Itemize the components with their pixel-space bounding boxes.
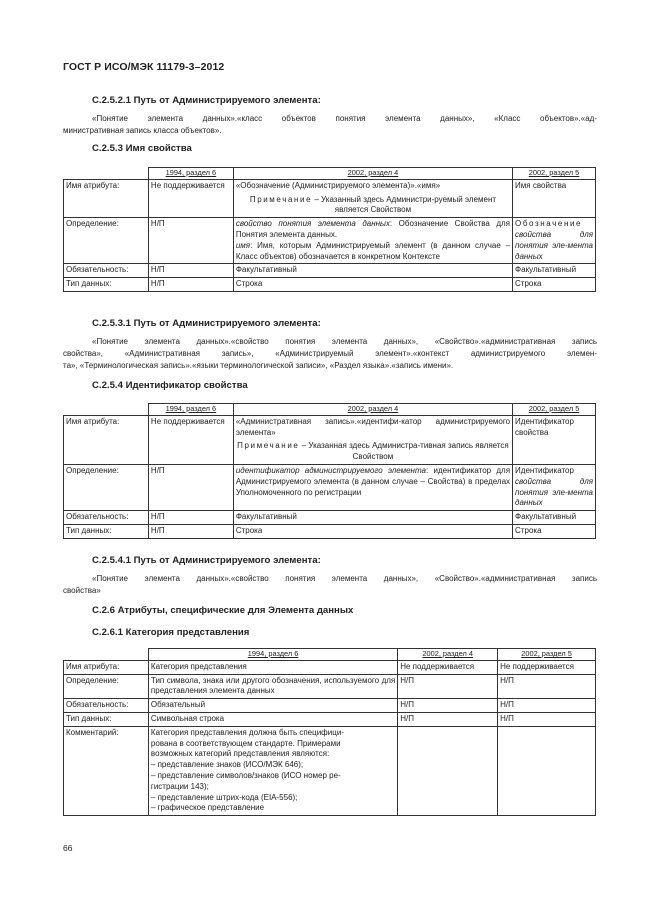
table-cell: Н/П bbox=[498, 699, 596, 713]
table-row bbox=[64, 464, 596, 510]
comment-line: – представление символов/знаков (ИСО номер ре- bbox=[150, 770, 341, 780]
comment-line: – графическое представление bbox=[150, 803, 265, 813]
row-label: Комментарий: bbox=[64, 726, 149, 815]
cell-text: Идентификатор bbox=[515, 465, 574, 475]
table-cell: Н/П bbox=[498, 674, 596, 699]
paragraph-line: «Понятие элемента данных».«свойство понятия элемента данных», «Свойство».«административная запись bbox=[92, 574, 597, 583]
table-row bbox=[64, 415, 596, 464]
comment-line: гистрации 143); bbox=[150, 781, 209, 791]
comment-line: Категория представления должна быть специфици- bbox=[150, 727, 344, 737]
comment-line: рована в соответствующем стандарте. Примерами bbox=[150, 738, 341, 748]
row-label: Определение: bbox=[64, 674, 149, 699]
cell-text: : идентификатор для Администрируемого элемента (в данном случае – Свойства) в пределах Уполномоченного по регистрации bbox=[235, 465, 511, 497]
row-label: Тип данных: bbox=[64, 712, 149, 726]
section-heading-c2521: C.2.5.2.1 Путь от Администрируемого элемента: bbox=[92, 95, 321, 106]
table-cell bbox=[233, 464, 512, 510]
table-cell: Н/П bbox=[398, 712, 498, 726]
table-cell bbox=[498, 726, 596, 815]
term-italic: идентификатор администрируемого элемента bbox=[235, 465, 426, 475]
table-cell: Строка bbox=[233, 278, 512, 292]
table-row bbox=[64, 264, 596, 278]
table-cell: Н/П bbox=[148, 464, 233, 510]
column-header: 2002, раздел 5 bbox=[513, 168, 596, 180]
table-cell: Н/П bbox=[148, 511, 233, 525]
row-label: Тип данных: bbox=[64, 278, 149, 292]
column-header: 2002, раздел 5 bbox=[498, 649, 596, 661]
section-heading-c2531: C.2.5.3.1 Путь от Администрируемого элемента: bbox=[92, 318, 321, 329]
table-header-row bbox=[64, 404, 596, 416]
paragraph-line: «Понятие элемента данных».«класс объектов понятия элемента данных», «Класс объектов».«ад- bbox=[92, 114, 597, 123]
table-cell: Н/П bbox=[398, 674, 498, 699]
table-corner-cell bbox=[64, 168, 149, 180]
table-row bbox=[64, 699, 596, 713]
comment-line: – представление штрих-кода (EIA-556); bbox=[150, 792, 298, 802]
table-cell: Н/П bbox=[148, 524, 233, 538]
table-cell: Категория представления bbox=[148, 660, 397, 674]
cell-text: Обозначение bbox=[515, 219, 583, 229]
row-label: Обязательность: bbox=[64, 699, 149, 713]
table-row bbox=[64, 179, 596, 217]
paragraph-line: свойства» bbox=[63, 586, 101, 595]
note-text: – Указанный здесь Администри-руемый элемент является Свойством bbox=[312, 194, 497, 215]
table-cell bbox=[233, 415, 512, 464]
row-label: Имя атрибута: bbox=[64, 415, 149, 464]
table-cell: Факультативный bbox=[513, 264, 596, 278]
table-row bbox=[64, 674, 596, 699]
table-cell: Идентификатор свойства bbox=[513, 415, 596, 464]
table-cell: Строка bbox=[513, 524, 596, 538]
paragraph-line: свойства», «Административная запись», «Администрируемый элемент».«контекст администрируемого элемен- bbox=[63, 349, 597, 358]
row-label: Определение: bbox=[64, 464, 149, 510]
column-header: 2002, раздел 5 bbox=[513, 404, 596, 416]
term-italic: свойства для понятия эле-мента данных bbox=[515, 229, 593, 261]
table-cell: Не поддерживается bbox=[498, 660, 596, 674]
table-cell: Не поддерживается bbox=[398, 660, 498, 674]
table-cell bbox=[148, 726, 397, 815]
term-italic: свойства для понятия эле-мента данных bbox=[515, 476, 593, 508]
note-prefix: Примечание bbox=[237, 441, 300, 451]
table-cell: Обязательный bbox=[148, 699, 397, 713]
table-cell bbox=[398, 726, 498, 815]
section-heading-c2541: C.2.5.4.1 Путь от Администрируемого элемента: bbox=[92, 555, 321, 566]
comment-line: – представление знаков (ИСО/МЭК 646); bbox=[150, 760, 304, 770]
table-row bbox=[64, 278, 596, 292]
table-corner-cell bbox=[64, 404, 149, 416]
section-heading-c254: C.2.5.4 Идентификатор свойства bbox=[92, 380, 248, 391]
table-cell: Не поддерживается bbox=[148, 179, 233, 217]
table-row bbox=[64, 726, 596, 815]
table-cell: Н/П bbox=[498, 712, 596, 726]
table-cell bbox=[233, 218, 512, 264]
table-cell: Н/П bbox=[148, 218, 233, 264]
table-note bbox=[236, 195, 510, 217]
column-header: 2002, раздел 4 bbox=[398, 649, 498, 661]
table-cell: Н/П bbox=[398, 699, 498, 713]
table-header-row bbox=[64, 649, 596, 661]
section-heading-c253: C.2.5.3 Имя свойства bbox=[92, 143, 192, 154]
row-label: Обязательность: bbox=[64, 511, 149, 525]
document-header: ГОСТ Р ИСО/МЭК 11179-3–2012 bbox=[63, 61, 225, 73]
property-name-table bbox=[63, 167, 596, 292]
table-cell: Имя свойства bbox=[513, 179, 596, 217]
representation-category-table bbox=[63, 648, 596, 816]
table-cell: Факультативный bbox=[513, 511, 596, 525]
table-cell: Символьная строка bbox=[148, 712, 397, 726]
property-identifier-table bbox=[63, 403, 596, 539]
table-cell bbox=[513, 464, 596, 510]
page-number: 66 bbox=[63, 843, 73, 853]
table-row bbox=[64, 712, 596, 726]
table-cell: Н/П bbox=[148, 278, 233, 292]
table-row bbox=[64, 511, 596, 525]
column-header: 2002, раздел 4 bbox=[233, 168, 512, 180]
column-header: 2002, раздел 4 bbox=[233, 404, 512, 416]
paragraph-line: та», «Терминологическая запись».«языки терминологической записи», «Раздел языка».«запись имени». bbox=[63, 361, 454, 370]
table-cell: Н/П bbox=[148, 264, 233, 278]
row-label: Имя атрибута: bbox=[64, 179, 149, 217]
table-cell: Факультативный bbox=[233, 264, 512, 278]
comment-line: возможных категорий представления являются: bbox=[150, 749, 330, 759]
term-italic: имя bbox=[235, 240, 251, 250]
term-italic: свойство понятия элемента данных bbox=[235, 219, 390, 229]
table-row bbox=[64, 660, 596, 674]
cell-text: «Административная запись».«идентифи-катор администрируемого элемента» bbox=[235, 416, 511, 437]
table-corner-cell bbox=[64, 649, 149, 661]
paragraph-line: «Понятие элемента данных».«свойство понятия элемента данных», «Свойство».«административная запись bbox=[92, 337, 597, 346]
row-label: Имя атрибута: bbox=[64, 660, 149, 674]
table-cell bbox=[513, 218, 596, 264]
table-cell: Тип символа, знака или другого обозначения, используемого для представления элемента данных bbox=[148, 674, 397, 699]
cell-text: : Имя, которым Администрируемый элемент (в данном случае – Класс объектов) обозначается в конкретном Контексте bbox=[235, 240, 511, 261]
column-header: 1994, раздел 6 bbox=[148, 649, 397, 661]
table-note bbox=[236, 441, 510, 463]
section-heading-c261: C.2.6.1 Категория представления bbox=[92, 627, 250, 638]
column-header: 1994, раздел 6 bbox=[148, 404, 233, 416]
row-label: Определение: bbox=[64, 218, 149, 264]
table-cell: Строка bbox=[233, 524, 512, 538]
table-cell: Строка bbox=[513, 278, 596, 292]
table-row bbox=[64, 524, 596, 538]
section-heading-c26: C.2.6 Атрибуты, специфические для Элемента данных bbox=[92, 605, 354, 616]
row-label: Обязательность: bbox=[64, 264, 149, 278]
table-header-row bbox=[64, 168, 596, 180]
row-label: Тип данных: bbox=[64, 524, 149, 538]
cell-text: : Обозначение Свойства для Понятия элемента данных. bbox=[235, 219, 511, 239]
table-cell: Факультативный bbox=[233, 511, 512, 525]
note-text: – Указанная здесь Администра-тивная запись является Свойством bbox=[299, 441, 509, 462]
table-cell bbox=[233, 179, 512, 217]
note-prefix: Примечание bbox=[249, 194, 313, 204]
cell-text: «Обозначение (Администрируемого элемента)».«имя» bbox=[235, 180, 441, 190]
table-row bbox=[64, 218, 596, 264]
column-header: 1994, раздел 6 bbox=[148, 168, 233, 180]
paragraph-line: министративная запись класса объектов». bbox=[63, 126, 222, 135]
table-cell: Не поддерживается bbox=[148, 415, 233, 464]
